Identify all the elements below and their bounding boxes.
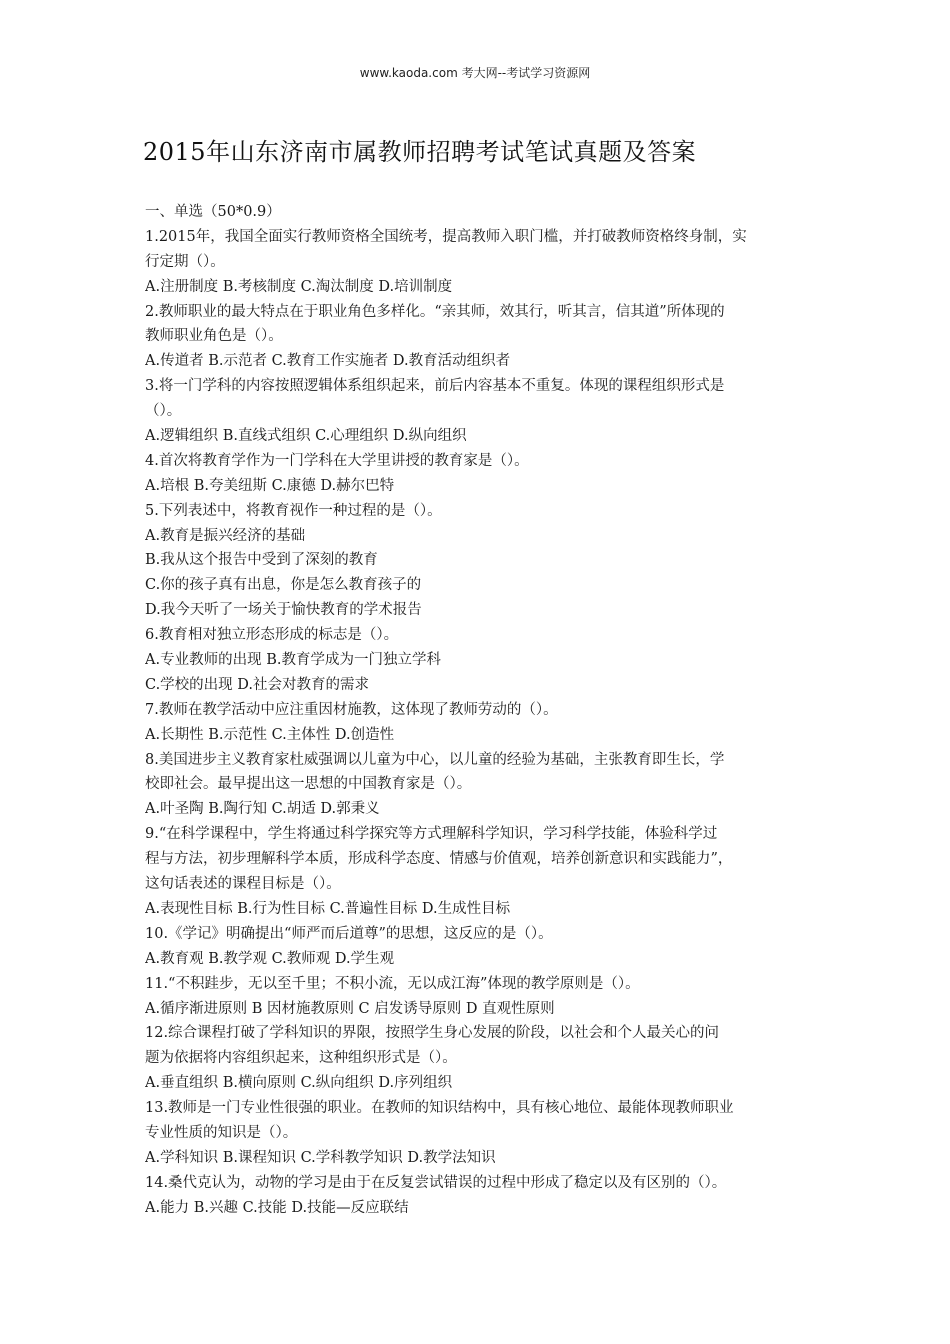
text-line: A.循序渐进原则 B 因材施教原则 C 启发诱导原则 D 直观性原则 (145, 1000, 555, 1017)
text-line: 教师职业角色是（）。 (145, 328, 283, 345)
text-line: 4.首次将教育学作为一门学科在大学里讲授的教育家是（）。 (145, 452, 529, 469)
text-line: A.培根 B.夸美纽斯 C.康德 D.赫尔巴特 (145, 477, 395, 494)
text-line: 10.《学记》明确提出“师严而后道尊”的思想，这反应的是（）。 (145, 925, 553, 942)
document-body (145, 200, 817, 1221)
text-line: A.学科知识 B.课程知识 C.学科教学知识 D.教学法知识 (145, 1149, 496, 1166)
text-line: C.你的孩子真有出息，你是怎么教育孩子的 (145, 577, 422, 594)
text-line: A.垂直组织 B.横向原则 C.纵向组织 D.序列组织 (145, 1075, 453, 1092)
text-line: 13.教师是一门专业性很强的职业。在教师的知识结构中，具有核心地位、最能体现教师职业 (145, 1100, 734, 1117)
site-header-text: www.kaoda.com 考大网--考试学习资源网 (359, 66, 591, 80)
text-line: 7.教师在教学活动中应注重因材施教，这体现了教师劳动的（）。 (145, 701, 558, 718)
text-line: 12.综合课程打破了学科知识的界限，按照学生身心发展的阶段，以社会和个人最关心的问 (145, 1025, 720, 1042)
text-line: 1.2015年，我国全面实行教师资格全国统考，提高教师入职门槛，并打破教师资格终身制，实 (145, 228, 747, 245)
text-line: 5.下列表述中，将教育视作一种过程的是（）。 (145, 502, 442, 519)
page-header (0, 64, 950, 81)
text-line: 程与方法，初步理解科学本质，形成科学态度、情感与价值观，培养创新意识和实践能力”， (145, 851, 733, 868)
text-line: 6.教育相对独立形态形成的标志是（）。 (145, 627, 399, 644)
text-line: 这句话表述的课程目标是（）。 (145, 876, 341, 893)
section-heading: 一、单选（50*0.9） (145, 204, 281, 220)
text-line: A.叶圣陶 B.陶行知 C.胡适 D.郭秉义 (145, 801, 380, 818)
text-line: 9.“在科学课程中，学生将通过科学探究等方式理解科学知识，学习科学技能，体验科学过 (145, 826, 718, 843)
text-line: A.逻辑组织 B.直线式组织 C.心理组织 D.纵向组织 (145, 428, 467, 445)
text-line: 11.“不积跬步，无以至千里；不积小流，无以成江海”体现的教学原则是（）。 (145, 975, 640, 992)
text-line: A.表现性目标 B.行为性目标 C.普遍性目标 D.生成性目标 (145, 900, 511, 917)
question-list (145, 225, 817, 1221)
text-line: （）。 (145, 403, 182, 420)
text-line: 3.将一门学科的内容按照逻辑体系组织起来，前后内容基本不重复。体现的课程组织形式是 (145, 378, 725, 395)
text-line: C.学校的出现 D.社会对教育的需求 (145, 676, 370, 693)
text-line: 题为依据将内容组织起来，这种组织形式是（）。 (145, 1050, 457, 1067)
text-line: A.专业教师的出现 B.教育学成为一门独立学科 (145, 652, 441, 669)
text-line: 2.教师职业的最大特点在于职业角色多样化。“亲其师，效其行，听其言，信其道”所体现的 (145, 303, 725, 320)
text-line: B.我从这个报告中受到了深刻的教育 (145, 552, 378, 569)
text-line: 行定期（）。 (145, 253, 225, 270)
text-line: A.长期性 B.示范性 C.主体性 D.创造性 (145, 726, 395, 743)
document-title: 2015年山东济南市属教师招聘考试笔试真题及答案 (143, 138, 697, 166)
text-line: A.注册制度 B.考核制度 C.淘汰制度 D.培训制度 (145, 278, 453, 295)
text-line: A.能力 B.兴趣 C.技能 D.技能—反应联结 (145, 1199, 409, 1216)
text-line: 14.桑代克认为，动物的学习是由于在反复尝试错误的过程中形成了稳定以及有区别的（）。 (145, 1174, 727, 1191)
text-line: A.教育观 B.教学观 C.教师观 D.学生观 (145, 950, 395, 967)
text-line: A.传道者 B.示范者 C.教育工作实施者 D.教育活动组织者 (145, 353, 511, 370)
text-line: 专业性质的知识是（）。 (145, 1124, 298, 1141)
text-line: A.教育是振兴经济的基础 (145, 527, 306, 544)
text-line: 8.美国进步主义教育家杜威强调以儿童为中心，以儿童的经验为基础，主张教育即生长，学 (145, 751, 725, 768)
text-line: 校即社会。最早提出这一思想的中国教育家是（）。 (145, 776, 472, 793)
text-line: D.我今天听了一场关于愉快教育的学术报告 (145, 602, 422, 619)
